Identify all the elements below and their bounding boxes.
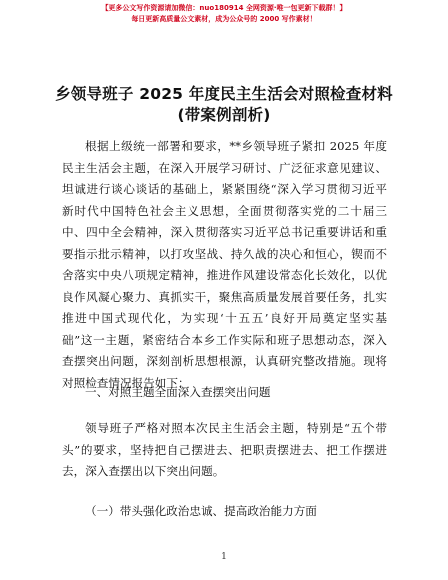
paragraph-line: 民主生活会主题，在深入开展学习研讨、广泛征求意见建议、 [62, 160, 387, 175]
paragraph-line: 查摆突出问题，深刻剖析思想根源，认真研究整改措施。现将 [62, 354, 387, 368]
paragraph-line: 舍落实中央八项规定精神，推进作风建设常态化长效化，以优 [62, 268, 387, 282]
promo-banner-line1: 【更多公文写作资源请加微信：nuo180914 全网资源·唯一包更新下载群！】 [101, 4, 347, 12]
document-subtitle: (带案例剖析) [177, 106, 271, 124]
paragraph-line: 坦诚进行谈心谈话的基础上，紧紧围绕“深入学习贯彻习近平 [62, 182, 387, 196]
page-number: 1 [221, 552, 227, 562]
paragraph-line: 根据上级统一部署和要求，**乡领导班子紧扣 2025 年度 [85, 139, 387, 153]
paragraph-line: 良作风凝心聚力、真抓实干，聚焦高质量发展首要任务，扎实 [62, 289, 387, 304]
paragraph-line: 头”的要求，坚持把自己摆进去、把职责摆进去、把工作摆进 [62, 442, 387, 457]
section-paragraph [62, 418, 387, 483]
paragraph-line: 对照检查情况报告如下： [62, 375, 190, 390]
paragraph-line: 础”这一主题，紧密结合本乡工作实际和班子思想动态，深入 [62, 332, 387, 347]
paragraph-line: 要指示批示精神，以打攻坚战、持久战的决心和恒心，锲而不 [62, 246, 387, 261]
paragraph-line: 新时代中国特色社会主义思想，全面贯彻落实党的二十届三 [62, 203, 387, 218]
paragraph-line: 领导班子严格对照本次民主生活会主题，特别是“五个带 [85, 421, 387, 435]
document-title: 乡领导班子 2025 年度民主生活会对照检查材料 [55, 85, 393, 103]
promo-banner-line2: 每日更新高质量公文素材，成为公众号的 2000 写作素材！ [131, 15, 317, 23]
paragraph-line: 中、四中全会精神，深入贯彻落实习近平总书记重要讲话和重 [62, 225, 387, 239]
section-heading-1: 一、对照主题全面深入查摆突出问题 [85, 385, 271, 399]
subsection-heading-1: （一）带头强化政治忠诚、提高政治能力方面 [85, 504, 317, 518]
paragraph-line: 去，深入查摆出以下突出问题。 [62, 464, 225, 478]
paragraph-line: 推进中国式现代化，为实现‘十五五’良好开局奠定坚实基 [62, 311, 387, 325]
intro-paragraph [62, 136, 387, 394]
